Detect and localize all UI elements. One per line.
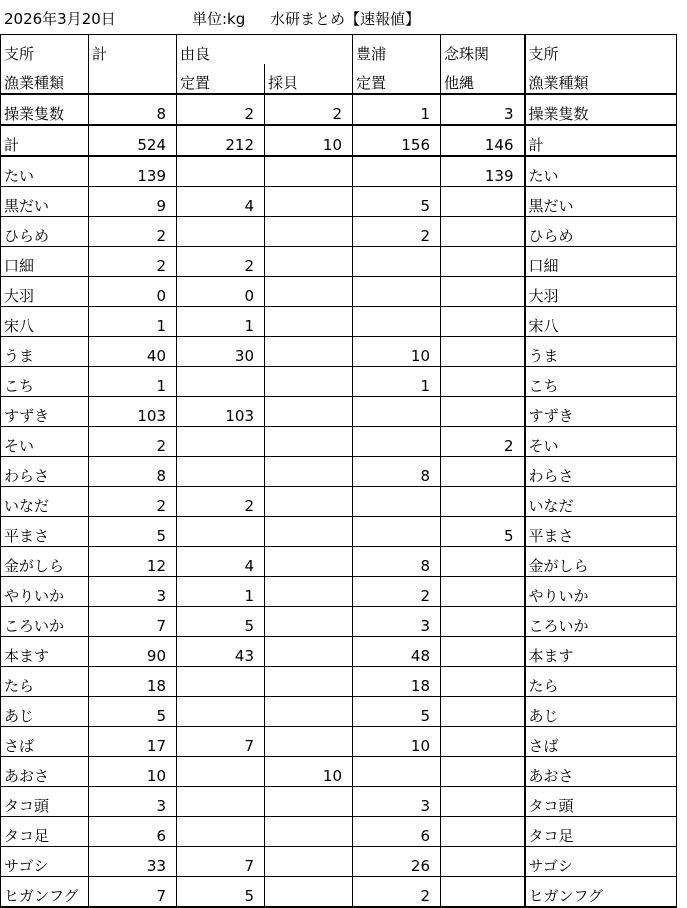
species-name: 金がしら	[1, 547, 89, 577]
species-value-nenju	[441, 367, 525, 397]
species-value-yura-teichi: 4	[177, 547, 265, 577]
header-fishery-label: 漁業種類	[1, 64, 89, 94]
species-value-total: 7	[89, 877, 177, 908]
totals-label: 計	[1, 125, 89, 156]
species-row	[1, 457, 677, 487]
species-value-toyoura	[353, 247, 441, 277]
species-value-yura-saikai	[265, 457, 353, 487]
species-value-toyoura: 1	[353, 367, 441, 397]
vessels-yura-teichi: 2	[177, 94, 265, 125]
species-value-total: 139	[89, 156, 177, 187]
totals-yura-teichi: 212	[177, 125, 265, 156]
species-value-nenju	[441, 637, 525, 667]
species-name-right: 宋八	[525, 307, 677, 337]
species-row	[1, 547, 677, 577]
species-value-yura-saikai	[265, 247, 353, 277]
species-name-right: やりいか	[525, 577, 677, 607]
species-value-yura-saikai: 10	[265, 757, 353, 787]
species-value-toyoura	[353, 517, 441, 547]
species-name-right: あおさ	[525, 757, 677, 787]
species-value-toyoura: 5	[353, 187, 441, 217]
species-row	[1, 307, 677, 337]
species-name: 黒だい	[1, 187, 89, 217]
species-value-yura-teichi	[177, 517, 265, 547]
species-row	[1, 817, 677, 847]
species-value-nenju	[441, 577, 525, 607]
species-value-yura-saikai	[265, 577, 353, 607]
species-value-nenju	[441, 457, 525, 487]
species-value-nenju: 2	[441, 427, 525, 457]
species-name-right: 平まさ	[525, 517, 677, 547]
species-value-yura-teichi: 7	[177, 847, 265, 877]
species-value-nenju	[441, 667, 525, 697]
totals-label-right: 計	[525, 125, 677, 156]
species-name: タコ足	[1, 817, 89, 847]
species-value-nenju	[441, 697, 525, 727]
species-name-right: 口細	[525, 247, 677, 277]
header-row-branch	[1, 35, 677, 65]
species-row	[1, 247, 677, 277]
header-nenju: 念珠関	[441, 35, 525, 65]
vessels-toyoura: 1	[353, 94, 441, 125]
species-value-toyoura	[353, 307, 441, 337]
header-toyoura: 豊浦	[353, 35, 441, 65]
report-date: 2026年3月20日	[4, 10, 116, 28]
header-total: 計	[89, 35, 177, 65]
species-value-nenju	[441, 787, 525, 817]
species-name: サゴシ	[1, 847, 89, 877]
species-name-right: ころいか	[525, 607, 677, 637]
species-row	[1, 697, 677, 727]
species-value-nenju	[441, 847, 525, 877]
header-branch-label-right: 支所	[525, 35, 677, 65]
totals-total: 524	[89, 125, 177, 156]
species-value-yura-teichi: 0	[177, 277, 265, 307]
header-yura-blank	[265, 35, 353, 65]
species-row	[1, 367, 677, 397]
species-value-total: 33	[89, 847, 177, 877]
species-name: タコ頭	[1, 787, 89, 817]
header-branch-label: 支所	[1, 35, 89, 65]
species-value-nenju	[441, 757, 525, 787]
species-value-yura-saikai	[265, 817, 353, 847]
species-row	[1, 337, 677, 367]
species-value-nenju: 139	[441, 156, 525, 187]
species-name-right: タコ足	[525, 817, 677, 847]
species-name: いなだ	[1, 487, 89, 517]
species-value-nenju	[441, 727, 525, 757]
species-value-total: 3	[89, 577, 177, 607]
species-name-right: たら	[525, 667, 677, 697]
species-value-toyoura: 6	[353, 817, 441, 847]
species-row	[1, 877, 677, 908]
species-name: 本ます	[1, 637, 89, 667]
header-yura-teichi: 定置	[177, 64, 265, 94]
species-name-right: 金がしら	[525, 547, 677, 577]
species-value-yura-teichi	[177, 817, 265, 847]
species-value-nenju: 5	[441, 517, 525, 547]
species-value-yura-teichi	[177, 697, 265, 727]
species-value-yura-saikai	[265, 337, 353, 367]
vessels-label: 操業隻数	[1, 94, 89, 125]
species-name-right: 大羽	[525, 277, 677, 307]
species-value-nenju	[441, 547, 525, 577]
species-name: あじ	[1, 697, 89, 727]
species-value-total: 9	[89, 187, 177, 217]
species-row	[1, 487, 677, 517]
species-name-right: いなだ	[525, 487, 677, 517]
species-row	[1, 607, 677, 637]
species-name-right: 本ます	[525, 637, 677, 667]
species-value-yura-teichi: 5	[177, 877, 265, 908]
species-value-yura-saikai	[265, 156, 353, 187]
species-value-total: 40	[89, 337, 177, 367]
unit-label: 単位:kg	[192, 10, 246, 28]
species-row	[1, 787, 677, 817]
species-name: わらさ	[1, 457, 89, 487]
species-value-nenju	[441, 487, 525, 517]
species-value-yura-teichi: 30	[177, 337, 265, 367]
species-value-total: 2	[89, 487, 177, 517]
species-value-nenju	[441, 817, 525, 847]
species-name: うま	[1, 337, 89, 367]
species-value-nenju	[441, 187, 525, 217]
species-name: たら	[1, 667, 89, 697]
species-name: 口細	[1, 247, 89, 277]
header-yura: 由良	[177, 35, 265, 65]
species-value-yura-teichi	[177, 667, 265, 697]
species-value-nenju	[441, 307, 525, 337]
species-name-right: こち	[525, 367, 677, 397]
species-value-yura-saikai	[265, 427, 353, 457]
species-value-toyoura	[353, 156, 441, 187]
species-value-nenju	[441, 397, 525, 427]
species-name-right: あじ	[525, 697, 677, 727]
species-value-toyoura: 10	[353, 337, 441, 367]
species-value-total: 18	[89, 667, 177, 697]
species-row	[1, 637, 677, 667]
header-total-blank	[89, 64, 177, 94]
species-value-yura-saikai	[265, 667, 353, 697]
totals-yura-saikai: 10	[265, 125, 353, 156]
species-value-toyoura	[353, 757, 441, 787]
species-value-yura-teichi	[177, 427, 265, 457]
species-name: すずき	[1, 397, 89, 427]
species-name-right: ヒガンフグ	[525, 877, 677, 908]
species-value-yura-saikai	[265, 217, 353, 247]
species-value-total: 2	[89, 217, 177, 247]
totals-nenju: 146	[441, 125, 525, 156]
species-name-right: タコ頭	[525, 787, 677, 817]
species-value-total: 103	[89, 397, 177, 427]
species-name: こち	[1, 367, 89, 397]
species-name: 大羽	[1, 277, 89, 307]
header-toyoura-teichi: 定置	[353, 64, 441, 94]
species-value-total: 7	[89, 607, 177, 637]
vessels-row	[1, 94, 677, 125]
species-value-yura-teichi: 7	[177, 727, 265, 757]
species-value-yura-teichi	[177, 367, 265, 397]
species-value-yura-saikai	[265, 187, 353, 217]
species-row	[1, 517, 677, 547]
species-value-total: 1	[89, 367, 177, 397]
species-value-nenju	[441, 247, 525, 277]
species-name: やりいか	[1, 577, 89, 607]
vessels-yura-saikai: 2	[265, 94, 353, 125]
species-value-total: 10	[89, 757, 177, 787]
species-value-toyoura: 8	[353, 457, 441, 487]
species-name-right: すずき	[525, 397, 677, 427]
species-name-right: さば	[525, 727, 677, 757]
species-value-yura-saikai	[265, 367, 353, 397]
species-value-total: 1	[89, 307, 177, 337]
species-value-toyoura: 2	[353, 577, 441, 607]
species-value-total: 2	[89, 247, 177, 277]
species-value-nenju	[441, 607, 525, 637]
species-value-yura-saikai	[265, 637, 353, 667]
species-value-total: 6	[89, 817, 177, 847]
species-name-right: 黒だい	[525, 187, 677, 217]
species-value-toyoura: 3	[353, 607, 441, 637]
species-row	[1, 397, 677, 427]
species-value-yura-teichi: 5	[177, 607, 265, 637]
species-value-total: 8	[89, 457, 177, 487]
species-value-yura-teichi: 103	[177, 397, 265, 427]
species-value-toyoura: 3	[353, 787, 441, 817]
species-value-total: 5	[89, 697, 177, 727]
header-yura-saikai: 採貝	[265, 64, 353, 94]
species-value-toyoura: 26	[353, 847, 441, 877]
species-value-yura-saikai	[265, 787, 353, 817]
species-value-toyoura: 18	[353, 667, 441, 697]
species-name-right: ひらめ	[525, 217, 677, 247]
species-value-yura-teichi	[177, 787, 265, 817]
species-value-yura-saikai	[265, 697, 353, 727]
species-row	[1, 217, 677, 247]
species-value-nenju	[441, 337, 525, 367]
species-value-yura-teichi: 4	[177, 187, 265, 217]
species-value-yura-teichi	[177, 217, 265, 247]
species-row	[1, 727, 677, 757]
species-name: さば	[1, 727, 89, 757]
species-row	[1, 187, 677, 217]
species-value-toyoura: 48	[353, 637, 441, 667]
species-value-yura-teichi	[177, 156, 265, 187]
species-value-yura-teichi	[177, 757, 265, 787]
species-value-total: 0	[89, 277, 177, 307]
species-value-yura-teichi: 43	[177, 637, 265, 667]
species-value-toyoura: 10	[353, 727, 441, 757]
species-name: 宋八	[1, 307, 89, 337]
species-name: たい	[1, 156, 89, 187]
report-title: 水研まとめ【速報値】	[270, 10, 421, 28]
species-value-yura-teichi: 2	[177, 247, 265, 277]
species-row	[1, 577, 677, 607]
totals-row	[1, 125, 677, 156]
species-value-yura-saikai	[265, 517, 353, 547]
species-value-yura-saikai	[265, 487, 353, 517]
species-value-toyoura: 2	[353, 217, 441, 247]
species-name-right: そい	[525, 427, 677, 457]
species-value-toyoura: 8	[353, 547, 441, 577]
species-value-toyoura	[353, 277, 441, 307]
species-value-total: 5	[89, 517, 177, 547]
species-name-right: うま	[525, 337, 677, 367]
species-value-toyoura	[353, 427, 441, 457]
sheet-title-bar	[0, 0, 687, 34]
species-row	[1, 757, 677, 787]
species-value-yura-teichi	[177, 457, 265, 487]
species-value-toyoura: 5	[353, 697, 441, 727]
species-value-yura-saikai	[265, 847, 353, 877]
vessels-label-right: 操業隻数	[525, 94, 677, 125]
species-value-yura-saikai	[265, 547, 353, 577]
vessels-nenju: 3	[441, 94, 525, 125]
species-value-yura-saikai	[265, 307, 353, 337]
species-value-toyoura	[353, 487, 441, 517]
species-value-yura-saikai	[265, 607, 353, 637]
species-name-right: たい	[525, 156, 677, 187]
species-value-total: 17	[89, 727, 177, 757]
species-name-right: サゴシ	[525, 847, 677, 877]
species-name: ヒガンフグ	[1, 877, 89, 908]
species-name: ころいか	[1, 607, 89, 637]
species-value-total: 2	[89, 427, 177, 457]
species-value-total: 90	[89, 637, 177, 667]
totals-toyoura: 156	[353, 125, 441, 156]
species-name: あおさ	[1, 757, 89, 787]
species-name: そい	[1, 427, 89, 457]
header-row-fishery	[1, 64, 677, 94]
species-row	[1, 427, 677, 457]
species-value-yura-teichi: 2	[177, 487, 265, 517]
species-row	[1, 156, 677, 187]
species-value-total: 3	[89, 787, 177, 817]
header-fishery-label-right: 漁業種類	[525, 64, 677, 94]
species-value-yura-teichi: 1	[177, 307, 265, 337]
species-row	[1, 667, 677, 697]
species-value-yura-saikai	[265, 277, 353, 307]
species-value-nenju	[441, 277, 525, 307]
species-row	[1, 847, 677, 877]
species-name-right: わらさ	[525, 457, 677, 487]
species-value-yura-saikai	[265, 397, 353, 427]
header-nenju-tanawa: 他縄	[441, 64, 525, 94]
vessels-total: 8	[89, 94, 177, 125]
species-name: 平まさ	[1, 517, 89, 547]
species-value-yura-saikai	[265, 727, 353, 757]
species-value-yura-teichi: 1	[177, 577, 265, 607]
species-value-nenju	[441, 217, 525, 247]
species-value-nenju	[441, 877, 525, 908]
catch-summary-table	[0, 34, 677, 908]
species-name: ひらめ	[1, 217, 89, 247]
species-value-toyoura	[353, 397, 441, 427]
species-value-toyoura: 2	[353, 877, 441, 908]
species-row	[1, 277, 677, 307]
species-value-total: 12	[89, 547, 177, 577]
species-value-yura-saikai	[265, 877, 353, 908]
